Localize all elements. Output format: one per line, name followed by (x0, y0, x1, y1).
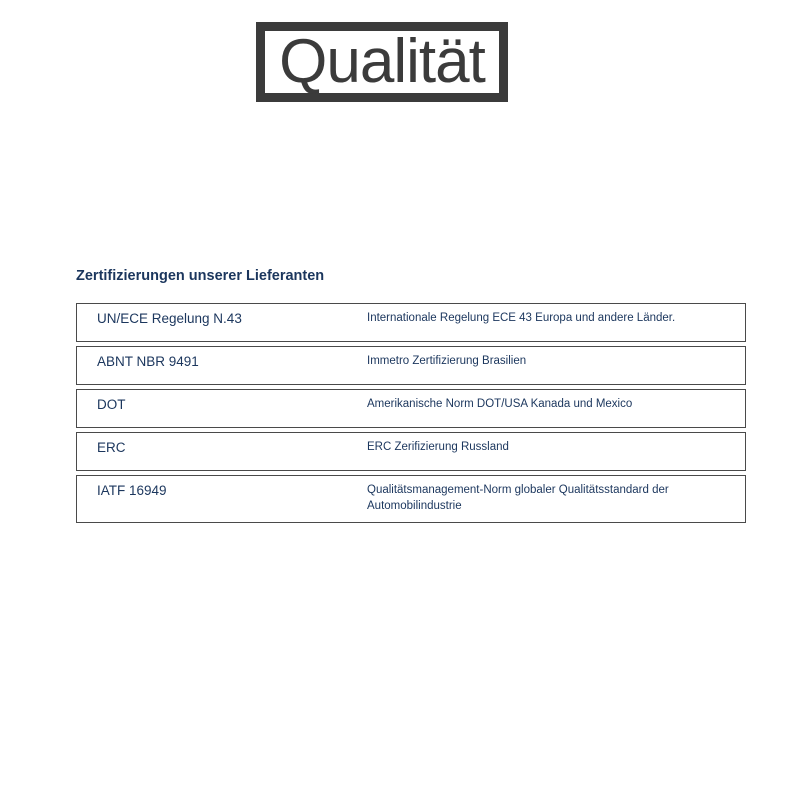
table-row (76, 432, 746, 471)
certification-name: ABNT NBR 9491 (76, 346, 367, 385)
certification-description: ERC Zerifizierung Russland (367, 432, 746, 471)
section-heading: Zertifizierungen unserer Lieferanten (76, 268, 325, 284)
certifications-table-body (76, 303, 746, 523)
table-row (76, 303, 746, 342)
title-banner (256, 22, 508, 102)
certification-name: IATF 16949 (76, 475, 367, 523)
certification-description: Qualitätsmanagement-Norm globaler Qualitätsstandard der Automobilindustrie (367, 475, 746, 523)
certifications-table (76, 299, 746, 527)
table-row (76, 389, 746, 428)
table-row (76, 346, 746, 385)
certification-name: ERC (76, 432, 367, 471)
table-row (76, 475, 746, 523)
certification-description: Amerikanische Norm DOT/USA Kanada und Mexico (367, 389, 746, 428)
certification-description: Internationale Regelung ECE 43 Europa und andere Länder. (367, 303, 746, 342)
certification-description: Immetro Zertifizierung Brasilien (367, 346, 746, 385)
page-title: Qualität (279, 27, 485, 96)
certification-name: UN/ECE Regelung N.43 (76, 303, 367, 342)
certification-name: DOT (76, 389, 367, 428)
